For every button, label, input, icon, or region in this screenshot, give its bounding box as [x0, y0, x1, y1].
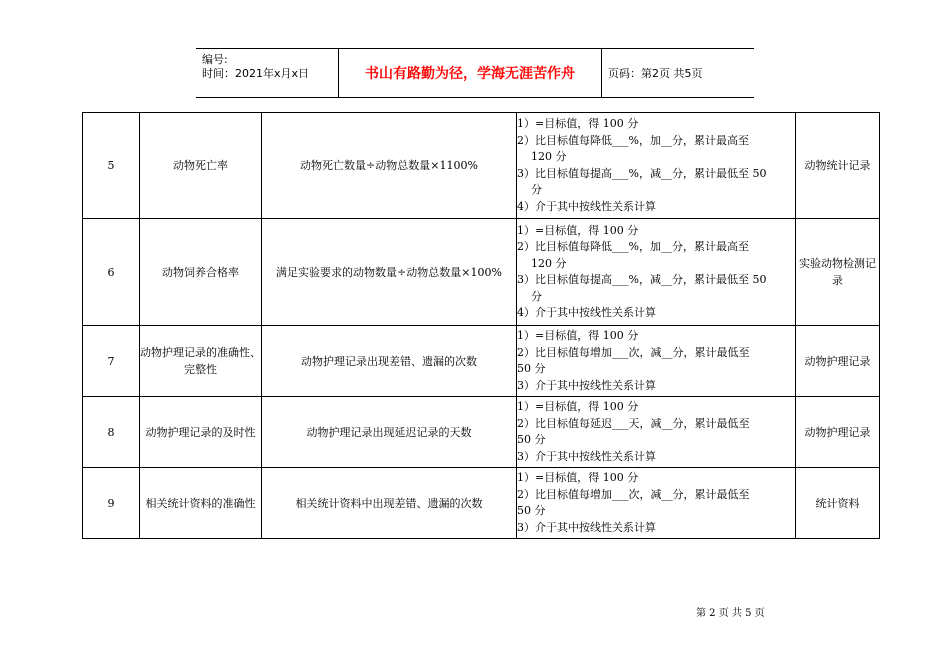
number-label: 编号: [202, 53, 228, 66]
row-number: 6 [83, 219, 140, 326]
indicator-formula: 动物死亡数量÷动物总数量×1100% [262, 113, 517, 219]
indicator-name: 动物饲养合格率 [140, 219, 262, 326]
criteria-line: 2）比目标值每延迟___天，减__分，累计最低至 [517, 416, 750, 430]
criteria-line: 120 分 [531, 150, 567, 163]
scoring-criteria [517, 219, 796, 326]
criteria-line: 1）=目标值，得 100 分 [517, 329, 639, 342]
criteria-line: 1）=目标值，得 100 分 [517, 223, 639, 237]
time-label: 时间：2021年x月x日 [202, 67, 310, 80]
criteria-line: 2）比目标值每增加___次，减__分，累计最低至 [517, 487, 750, 501]
criteria-line: 分 [531, 183, 542, 196]
criteria-line: 1）=目标值，得 100 分 [517, 471, 639, 484]
header-page-label: 页码：第2页 共5页 [608, 67, 703, 80]
criteria-line: 3）介于其中按线性关系计算 [517, 449, 656, 463]
criteria-line: 2）比目标值每降低___%，加__分，累计最高至 [517, 133, 749, 147]
data-source: 统计资料 [796, 468, 880, 539]
criteria-line: 3）比目标值每提高___%，减__分，累计最低至 50 [517, 166, 767, 180]
scoring-criteria [517, 468, 796, 539]
criteria-line: 分 [531, 289, 542, 303]
row-number: 9 [83, 468, 140, 539]
header-meta [196, 49, 339, 97]
scoring-criteria [517, 397, 796, 468]
table-row [83, 219, 880, 326]
scoring-criteria [517, 113, 796, 219]
page-footer: 第 2 页 共 5 页 [696, 608, 765, 619]
row-number: 5 [83, 113, 140, 219]
indicator-formula: 动物护理记录出现差错、遗漏的次数 [262, 326, 517, 397]
indicator-name: 相关统计资料的准确性 [140, 468, 262, 539]
data-source: 动物护理记录 [796, 397, 880, 468]
row-number: 8 [83, 397, 140, 468]
table-row [83, 397, 880, 468]
criteria-line: 3）比目标值每提高___%，减__分，累计最低至 50 [517, 273, 767, 286]
criteria-line: 50 分 [517, 433, 546, 446]
criteria-line: 50 分 [517, 362, 546, 375]
table-row [83, 468, 880, 539]
criteria-line: 4）介于其中按线性关系计算 [517, 306, 656, 319]
criteria-line: 50 分 [517, 504, 546, 517]
data-source: 动物统计记录 [796, 113, 880, 219]
header-motto: 书山有路勤为径，学海无涯苦作舟 [339, 49, 602, 97]
row-number: 7 [83, 326, 140, 397]
data-source: 动物护理记录 [796, 326, 880, 397]
indicator-name: 动物护理记录的准确性、完整性 [140, 326, 262, 397]
criteria-line: 2）比目标值每增加___次，减__分，累计最低至 [517, 345, 750, 359]
indicator-name: 动物死亡率 [140, 113, 262, 219]
criteria-line: 1）=目标值，得 100 分 [517, 117, 639, 130]
criteria-line: 3）介于其中按线性关系计算 [517, 378, 656, 392]
page-header [196, 48, 754, 98]
data-source: 实验动物检测记录 [796, 219, 880, 326]
criteria-line: 2）比目标值每降低___%，加__分，累计最高至 [517, 240, 749, 253]
criteria-line: 120 分 [531, 256, 567, 270]
kpi-table [82, 112, 880, 539]
criteria-line: 3）介于其中按线性关系计算 [517, 520, 656, 534]
scoring-criteria [517, 326, 796, 397]
criteria-line: 1）=目标值，得 100 分 [517, 400, 639, 413]
indicator-formula: 满足实验要求的动物数量÷动物总数量×100% [262, 219, 517, 326]
indicator-formula: 动物护理记录出现延迟记录的天数 [262, 397, 517, 468]
indicator-formula: 相关统计资料中出现差错、遗漏的次数 [262, 468, 517, 539]
indicator-name: 动物护理记录的及时性 [140, 397, 262, 468]
table-row [83, 326, 880, 397]
criteria-line: 4）介于其中按线性关系计算 [517, 199, 656, 213]
table-row [83, 113, 880, 219]
